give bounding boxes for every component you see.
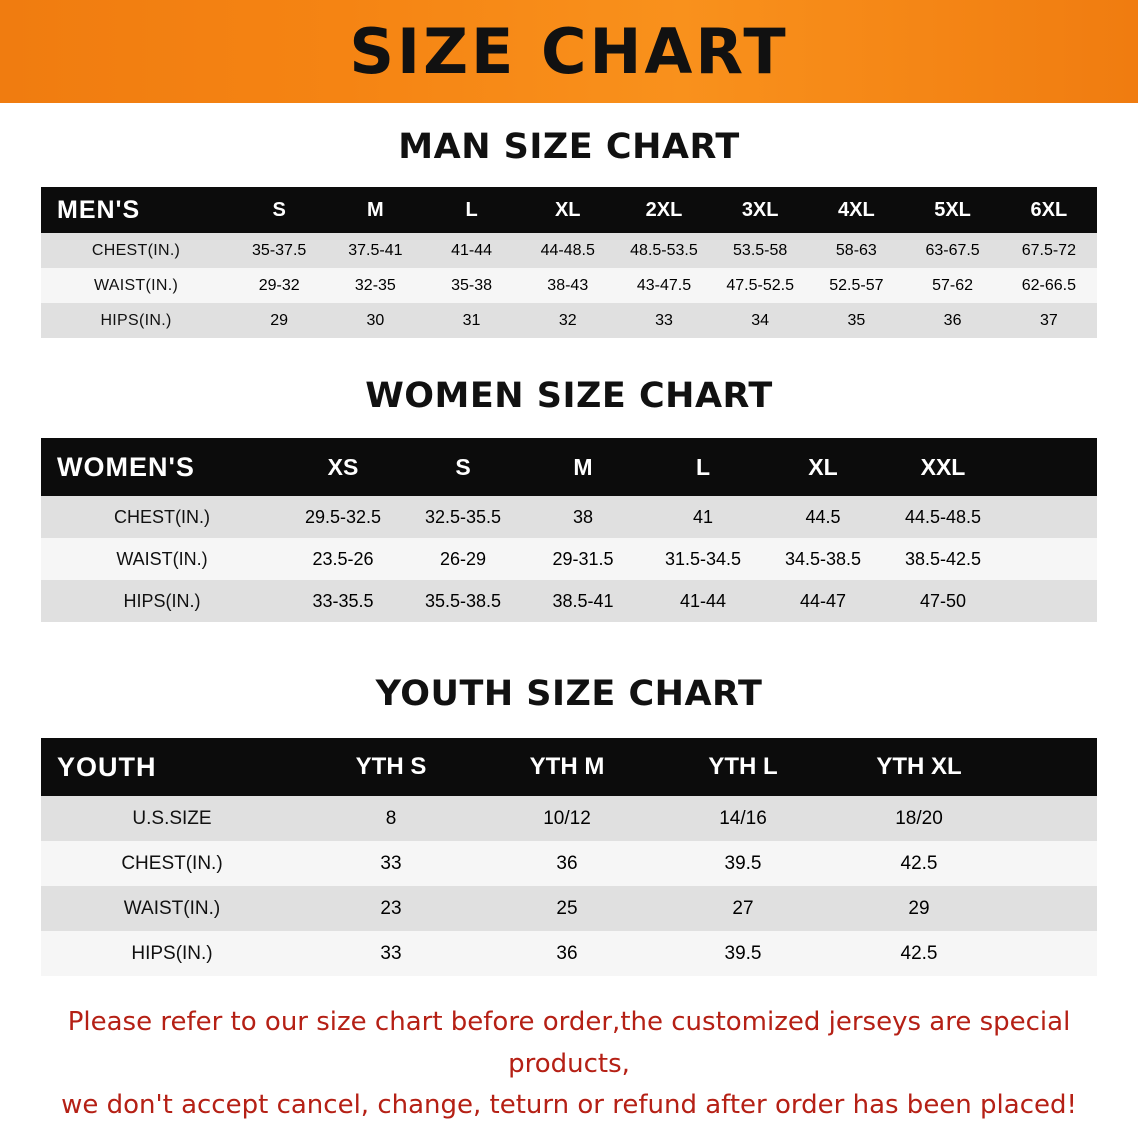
column-header: YTH XL (831, 738, 1007, 796)
row-label: CHEST(IN.) (41, 233, 231, 268)
column-header: M (523, 438, 643, 496)
youth-size-table (41, 738, 1097, 976)
cell: 18/20 (831, 796, 1007, 841)
cell: 36 (479, 841, 655, 886)
men-header-label: MEN'S (41, 187, 231, 233)
column-header: 6XL (1001, 187, 1097, 233)
cell: 33 (303, 931, 479, 976)
cell: 8 (303, 796, 479, 841)
banner-title: SIZE CHART (349, 14, 789, 88)
column-header: XS (283, 438, 403, 496)
column-header: L (423, 187, 519, 233)
banner (0, 0, 1138, 103)
spacer-cell (1003, 438, 1097, 496)
cell: 33-35.5 (283, 580, 403, 622)
cell: 35.5-38.5 (403, 580, 523, 622)
cell: 44-47 (763, 580, 883, 622)
column-header: YTH L (655, 738, 831, 796)
spacer-cell (1003, 496, 1097, 538)
men-size-table (41, 187, 1097, 338)
table-row (41, 233, 1097, 268)
column-header: YTH S (303, 738, 479, 796)
spacer-cell (1007, 886, 1097, 931)
cell: 36 (904, 303, 1000, 338)
cell: 44.5 (763, 496, 883, 538)
cell: 29 (231, 303, 327, 338)
column-header: YTH M (479, 738, 655, 796)
cell: 39.5 (655, 931, 831, 976)
column-header: 3XL (712, 187, 808, 233)
women-header-label: WOMEN'S (41, 438, 283, 496)
table-row (41, 496, 1097, 538)
cell: 42.5 (831, 841, 1007, 886)
cell: 37 (1001, 303, 1097, 338)
youth-header-label: YOUTH (41, 738, 303, 796)
women-section-title: WOMEN SIZE CHART (365, 376, 773, 416)
cell: 23 (303, 886, 479, 931)
row-label: WAIST(IN.) (41, 538, 283, 580)
cell: 10/12 (479, 796, 655, 841)
row-label: U.S.SIZE (41, 796, 303, 841)
table-row (41, 580, 1097, 622)
spacer-cell (1007, 738, 1097, 796)
cell: 26-29 (403, 538, 523, 580)
cell: 33 (616, 303, 712, 338)
cell: 57-62 (904, 268, 1000, 303)
column-header: M (327, 187, 423, 233)
cell: 35 (808, 303, 904, 338)
man-section-title: MAN SIZE CHART (398, 127, 740, 167)
column-header: 4XL (808, 187, 904, 233)
row-label: WAIST(IN.) (41, 268, 231, 303)
cell: 23.5-26 (283, 538, 403, 580)
cell: 43-47.5 (616, 268, 712, 303)
cell: 31.5-34.5 (643, 538, 763, 580)
column-header: 5XL (904, 187, 1000, 233)
table-header-row (41, 438, 1097, 496)
table-row (41, 841, 1097, 886)
disclaimer-line-2: we don't accept cancel, change, teturn or refund after order has been placed! (61, 1090, 1077, 1121)
disclaimer-note (38, 1002, 1100, 1127)
cell: 35-38 (423, 268, 519, 303)
column-header: L (643, 438, 763, 496)
column-header: XXL (883, 438, 1003, 496)
cell: 34 (712, 303, 808, 338)
spacer-cell (1007, 931, 1097, 976)
row-label: CHEST(IN.) (41, 841, 303, 886)
cell: 39.5 (655, 841, 831, 886)
cell: 41-44 (423, 233, 519, 268)
table-header-row (41, 187, 1097, 233)
cell: 32-35 (327, 268, 423, 303)
cell: 44-48.5 (520, 233, 616, 268)
spacer-cell (1007, 796, 1097, 841)
row-label: WAIST(IN.) (41, 886, 303, 931)
cell: 35-37.5 (231, 233, 327, 268)
cell: 63-67.5 (904, 233, 1000, 268)
cell: 30 (327, 303, 423, 338)
table-row (41, 931, 1097, 976)
cell: 36 (479, 931, 655, 976)
cell: 32.5-35.5 (403, 496, 523, 538)
disclaimer-line-1: Please refer to our size chart before order,the customized jerseys are special products, (67, 1007, 1071, 1079)
cell: 38.5-41 (523, 580, 643, 622)
youth-section-title: YOUTH SIZE CHART (375, 674, 763, 714)
cell: 25 (479, 886, 655, 931)
cell: 29.5-32.5 (283, 496, 403, 538)
spacer-cell (1003, 580, 1097, 622)
row-label: HIPS(IN.) (41, 303, 231, 338)
cell: 38.5-42.5 (883, 538, 1003, 580)
spacer-cell (1007, 841, 1097, 886)
cell: 52.5-57 (808, 268, 904, 303)
table-row (41, 303, 1097, 338)
cell: 42.5 (831, 931, 1007, 976)
column-header: XL (763, 438, 883, 496)
cell: 27 (655, 886, 831, 931)
cell: 41-44 (643, 580, 763, 622)
cell: 44.5-48.5 (883, 496, 1003, 538)
cell: 58-63 (808, 233, 904, 268)
spacer-cell (1003, 538, 1097, 580)
row-label: CHEST(IN.) (41, 496, 283, 538)
cell: 14/16 (655, 796, 831, 841)
cell: 41 (643, 496, 763, 538)
cell: 53.5-58 (712, 233, 808, 268)
cell: 38 (523, 496, 643, 538)
cell: 37.5-41 (327, 233, 423, 268)
women-size-table (41, 438, 1097, 622)
table-row (41, 538, 1097, 580)
row-label: HIPS(IN.) (41, 580, 283, 622)
cell: 29 (831, 886, 1007, 931)
cell: 48.5-53.5 (616, 233, 712, 268)
column-header: S (403, 438, 523, 496)
cell: 29-32 (231, 268, 327, 303)
row-label: HIPS(IN.) (41, 931, 303, 976)
cell: 67.5-72 (1001, 233, 1097, 268)
table-header-row (41, 738, 1097, 796)
cell: 31 (423, 303, 519, 338)
cell: 47.5-52.5 (712, 268, 808, 303)
column-header: 2XL (616, 187, 712, 233)
table-row (41, 268, 1097, 303)
column-header: S (231, 187, 327, 233)
cell: 62-66.5 (1001, 268, 1097, 303)
cell: 32 (520, 303, 616, 338)
column-header: XL (520, 187, 616, 233)
cell: 29-31.5 (523, 538, 643, 580)
table-row (41, 886, 1097, 931)
table-row (41, 796, 1097, 841)
cell: 34.5-38.5 (763, 538, 883, 580)
cell: 38-43 (520, 268, 616, 303)
cell: 47-50 (883, 580, 1003, 622)
cell: 33 (303, 841, 479, 886)
